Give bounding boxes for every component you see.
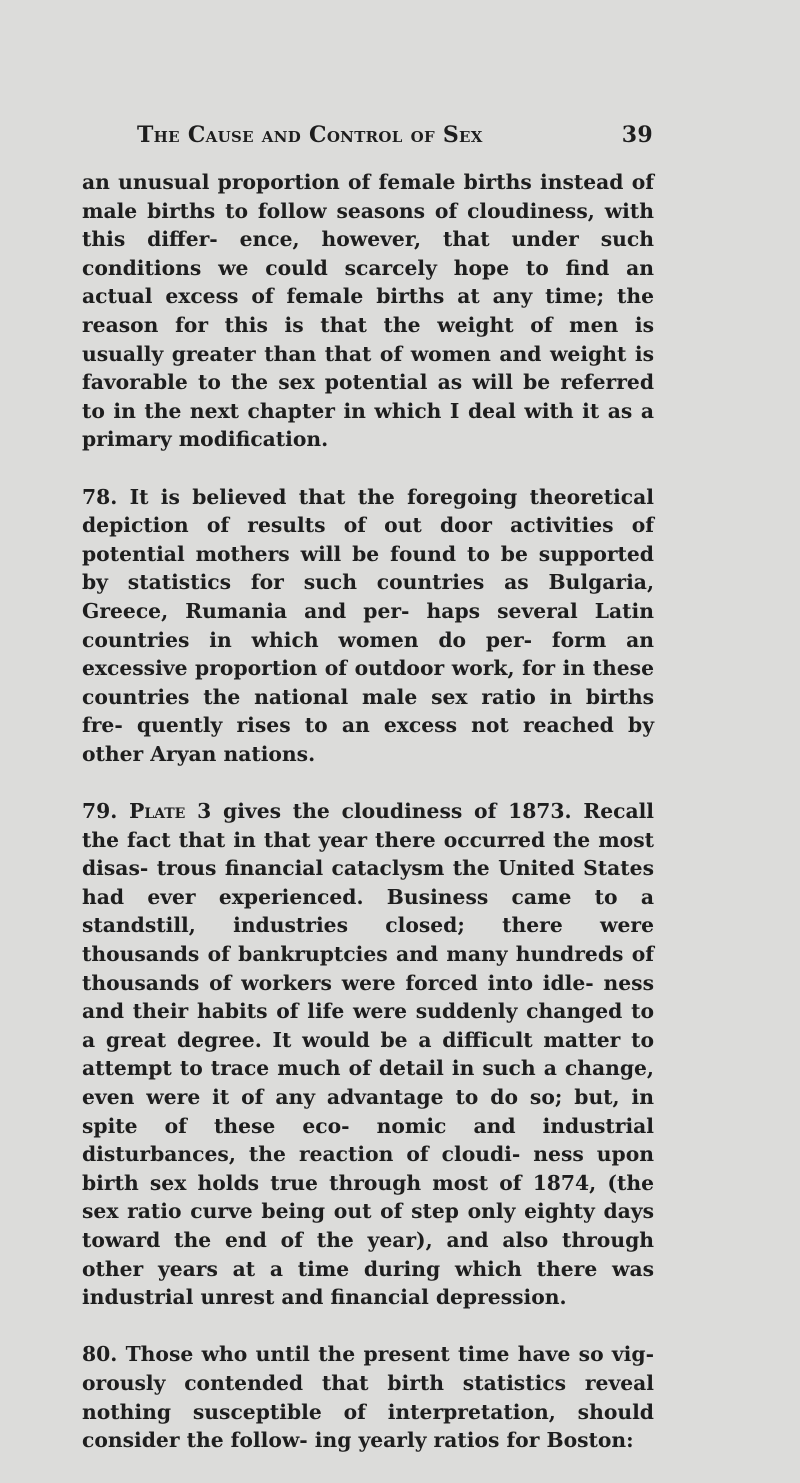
paragraph-number: 79. — [82, 799, 118, 824]
plate-reference: Plate 3 — [129, 799, 212, 824]
running-title: The Cause and Control of Sex — [137, 122, 483, 148]
body-text — [82, 168, 654, 1483]
paragraph-80: 80. Those who until the present time have so vig- orously contended that birth statistics reveal nothing susceptible of interpretation, should consider the follow- ing yearly ratios for Boston: — [82, 1342, 654, 1453]
paragraph-79 — [82, 797, 654, 1312]
running-head — [137, 122, 653, 156]
paragraph-78: 78. It is believed that the foregoing theoretical depiction of results of out door activities of potential mothers will be found to be supported by statistics for such countries as Bulgaria, Greece, Rumania and per- haps several Latin countries in which women do per- form an excessive proportion of outdoor work, for in these countries the national male sex ratio in births fre- quently rises to an excess not reached by other Aryan nations. — [82, 484, 654, 766]
paragraph-79-text: gives the cloudiness of 1873. Recall the fact that in that year there occurred the most disas- trous financial cataclysm the United States had ever experienced. Business came to a standstill, industries closed; there were thousands of bankruptcies and many hundreds of thousands of workers were forced into idle- ness and their habits of life were suddenly changed to a great degree. It would be a difficult matter to attempt to trace much of detail in such a change, even were it of any advantage to do so; but, in spite of these eco- nomic and industrial disturbances, the reaction of cloudi- ness upon birth sex holds true through most of 1874, (the sex ratio curve being out of step only eighty days toward the end of the year), and also through other years at a time during which there was industrial unrest and financial depression. — [82, 799, 655, 1310]
paragraph-continuation: an unusual proportion of female births instead of male births to follow seasons of cloudiness, with this differ- ence, however, that under such conditions we could scarcely hope to find an actual excess of female births at any time; the reason for this is that the weight of men is usually greater than that of women and weight is favorable to the sex potential as will be referred to in the next chapter in which I deal with it as a primary modification. — [82, 170, 654, 452]
page-number: 39 — [621, 122, 653, 148]
